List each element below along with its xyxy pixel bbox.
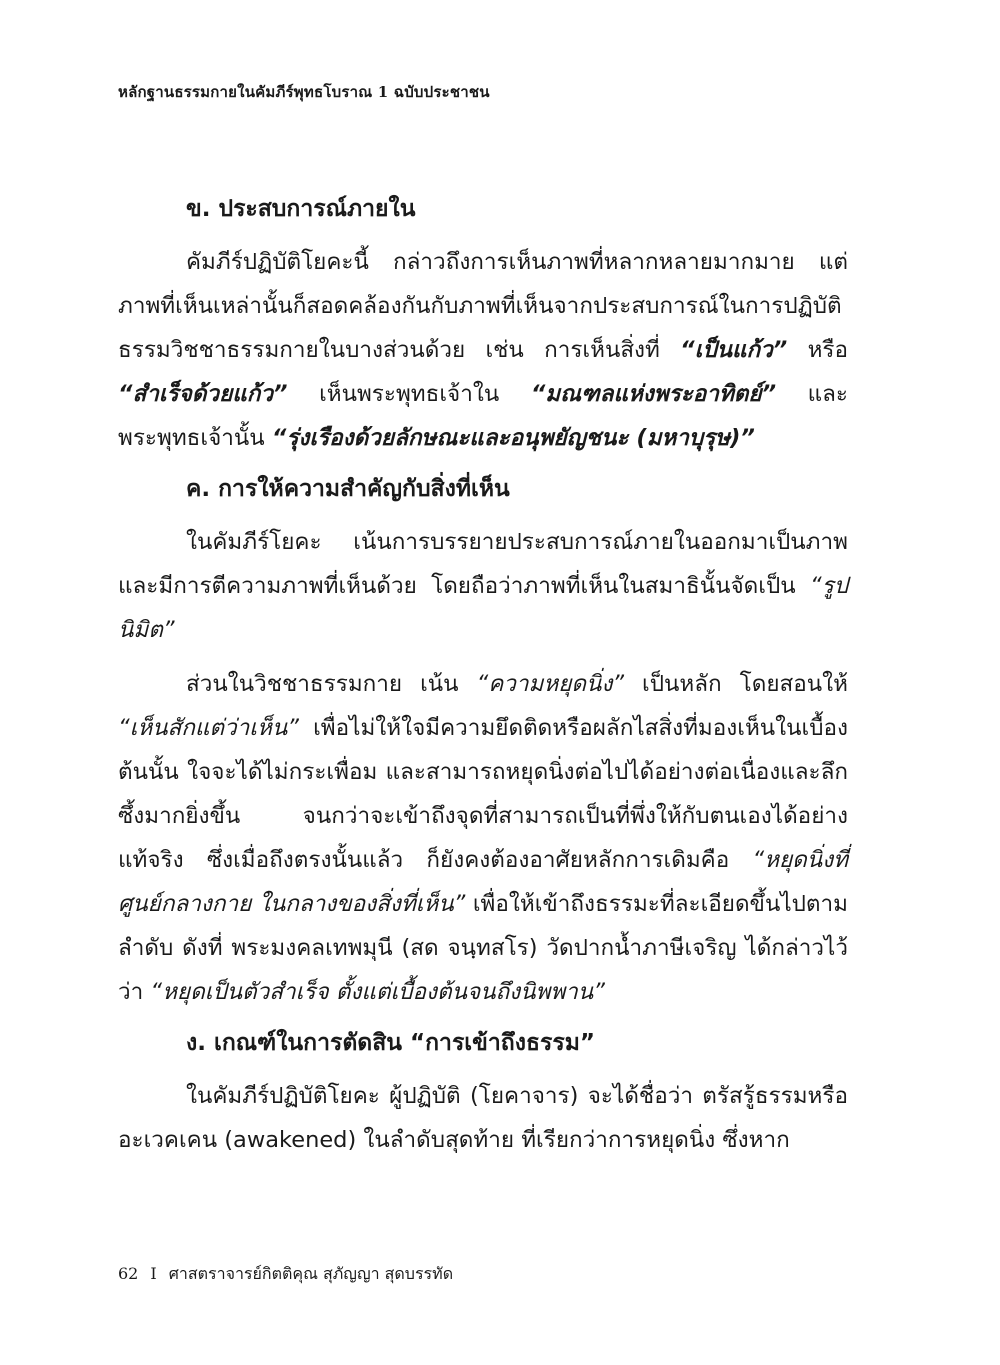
author-name: ศาสตราจารย์กิตติคุณ สุภัญญา สุดบรรทัด xyxy=(168,1264,454,1283)
italic-quote: “หยุดนิ่งที่ศูนย์กลางกาย ในกลางของสิ่งที่เห็น” xyxy=(118,847,848,917)
running-footer xyxy=(118,1262,453,1287)
italic-quote: “หยุดเป็นตัวสำเร็จ ตั้งแต่เบื้องต้นจนถึงนิพพาน” xyxy=(150,979,605,1005)
text-run: ในคัมภีร์โยคะ เน้นการบรรยายประสบการณ์ภายในออกมาเป็นภาพ และมีการตีความภาพที่เห็นด้วย โดยถือว่าภาพที่เห็นในสมาธินั้นจัดเป็น xyxy=(118,529,848,599)
text-run: เป็นหลัก โดยสอนให้ xyxy=(624,671,848,697)
section-heading-c: ค. การให้ความสำคัญกับสิ่งที่เห็น xyxy=(186,476,510,502)
section-b-paragraph xyxy=(118,240,848,460)
emphasis-quote: “เป็นแก้ว” xyxy=(680,337,788,363)
page-number: 62 xyxy=(118,1264,139,1283)
text-run: ในคัมภีร์ปฏิบัติโยคะ ผู้ปฏิบัติ (โยคาจาร) จะได้ชื่อว่า ตรัสรู้ธรรมหรืออะเวคเคน (awakened) ในลำดับสุดท้าย ที่เรียกว่าการหยุดนิ่ง ซึ่งหาก xyxy=(118,1083,848,1153)
footer-separator: I xyxy=(150,1264,157,1283)
emphasis-quote: “รุ่งเรืองด้วยลักษณะและอนุพยัญชนะ (มหาบุรุษ)” xyxy=(271,425,755,451)
section-d-paragraph xyxy=(118,1074,848,1162)
italic-quote: “ความหยุดนิ่ง” xyxy=(476,671,625,697)
text-run: คัมภีร์ปฏิบัติโยคะนี้ กล่าวถึงการเห็นภาพที่หลากหลายมากมาย แต่ภาพที่เห็นเหล่านั้นก็สอดคล้องกันกับภาพที่เห็นจากประสบการณ์ในการปฏิบัติธรรมวิชชาธรรมกายในบางส่วนด้วย เช่น การเห็นสิ่งที่ xyxy=(118,249,848,363)
section-c-paragraph-2 xyxy=(118,662,848,1014)
text-run: เพื่อให้เข้าถึงธรรมะที่ละเอียดขึ้นไปตามลำดับ ดังที่ พระมงคลเทพมุนี (สด จนฺทสโร) วัดปากน้ำภาษีเจริญ ได้กล่าวไว้ว่า xyxy=(118,891,848,1005)
page-body xyxy=(118,192,848,1172)
emphasis-quote: “มณฑลแห่งพระอาทิตย์” xyxy=(530,381,777,407)
italic-quote: “เห็นสักแต่ว่าเห็น” xyxy=(118,715,299,741)
italic-quote: “รูปนิมิต” xyxy=(118,573,848,643)
emphasis-quote: “สำเร็จด้วยแก้ว” xyxy=(118,381,288,407)
text-run: ส่วนในวิชชาธรรมกาย เน้น xyxy=(186,671,477,697)
text-run: หรือ xyxy=(787,337,848,363)
section-c-paragraph-1 xyxy=(118,520,848,652)
text-run: และ พระพุทธเจ้านั้น xyxy=(118,381,849,451)
text-run: เพื่อไม่ให้ใจมีความยึดติดหรือผลักไสสิ่งที่มองเห็นในเบื้องต้นนั้น ใจจะได้ไม่กระเพื่อม และสามารถหยุดนิ่งต่อไปได้อย่างต่อเนื่องและลึกซึ้งมากยิ่งขึ้น จนกว่าจะเข้าถึงจุดที่สามารถเป็นที่พึ่งให้กับตนเองได้อย่างแท้จริง ซึ่งเมื่อถึงตรงนั้นแล้ว ก็ยังคงต้องอาศัยหลักการเดิมคือ xyxy=(118,715,848,873)
section-heading-b: ข. ประสบการณ์ภายใน xyxy=(186,196,416,222)
text-run: เห็นพระพุทธเจ้าใน xyxy=(287,381,531,407)
running-header: หลักฐานธรรมกายในคัมภีร์พุทธโบราณ 1 ฉบับประชาชน xyxy=(118,83,490,101)
section-heading-d: ง. เกณฑ์ในการตัดสิน “การเข้าถึงธรรม” xyxy=(186,1030,595,1056)
